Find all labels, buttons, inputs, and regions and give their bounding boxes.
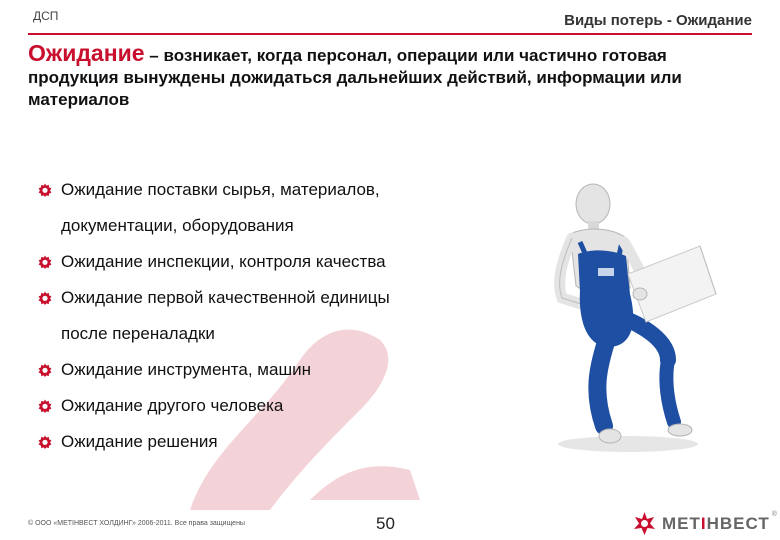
logo-text-part: НВЕСТ: [706, 513, 770, 533]
gear-icon: [38, 435, 52, 449]
waiting-types-list: [38, 172, 478, 460]
list-item: [38, 424, 478, 460]
gear-icon: [38, 399, 52, 413]
list-item-text-continuation: документации, оборудования: [61, 216, 294, 235]
registered-mark: ®: [771, 511, 777, 518]
list-item: [38, 244, 478, 280]
list-item-text: Ожидание инструмента, машин: [61, 360, 311, 379]
page-number: 50: [376, 514, 395, 533]
slide-header-title: Виды потерь - Ожидание: [564, 12, 752, 29]
gear-icon: [38, 255, 52, 269]
definition-text: – возникает, когда персонал, операции или частично готовая продукция вынуждены дожидаться дальнейших действий, информации или материалов: [28, 46, 682, 109]
list-item-text: Ожидание первой качественной единицы: [61, 288, 390, 307]
list-item: [38, 172, 478, 244]
header-divider: [28, 33, 752, 35]
logo-text-part: МЕТ: [662, 513, 701, 533]
definition-paragraph: [28, 42, 728, 111]
gear-icon: [38, 291, 52, 305]
list-item-text: Ожидание инспекции, контроля качества: [61, 252, 386, 271]
list-item-text: Ожидание другого человека: [61, 396, 284, 415]
list-item: [38, 352, 478, 388]
definition-term: Ожидание: [28, 40, 145, 66]
list-item: [38, 388, 478, 424]
logo-wordmark: [662, 514, 770, 534]
logo-text-accent: І: [700, 513, 707, 533]
list-item: [38, 280, 478, 352]
list-item-text: Ожидание решения: [61, 432, 218, 451]
gear-icon: [38, 363, 52, 377]
logo-star-icon: [632, 511, 657, 536]
list-item-text: Ожидание поставки сырья, материалов,: [61, 180, 380, 199]
classification-tag: ДСП: [33, 9, 59, 23]
footer-copyright: © ООО «МЕТІНВЕСТ ХОЛДИНГ» 2006-2011. Все права защищены: [28, 520, 245, 527]
gear-icon: [38, 183, 52, 197]
metinvest-logo: [632, 511, 777, 536]
mannequin-illustration: [518, 176, 728, 466]
list-item-text-continuation: после переналадки: [61, 324, 215, 343]
